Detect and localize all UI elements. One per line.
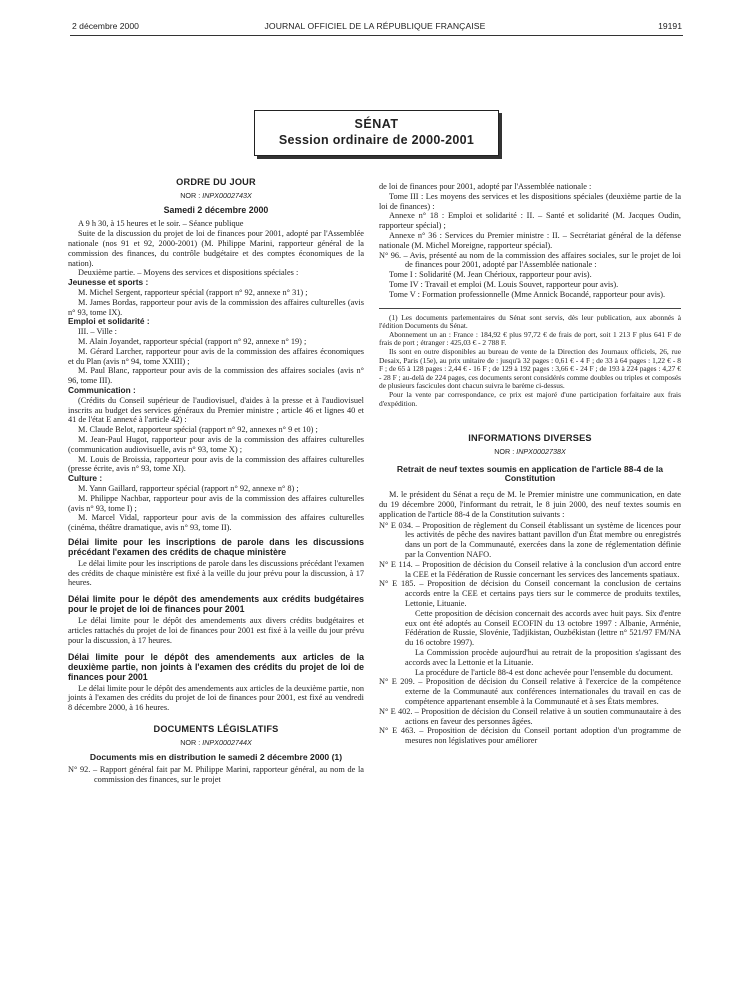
- nor-code: INPX0002738X: [516, 446, 566, 456]
- heading-culture: Culture :: [68, 473, 103, 484]
- footnote: (1) Les documents parlementaires du Sénat sont servis, dès leur publication, aux abonnés à l'édition Documents du Sénat.: [379, 312, 681, 331]
- footnote: Pour la vente par correspondance, ce prix est majoré d'une participation forfaitaire aux frais d'expédition.: [379, 389, 681, 408]
- header-date: 2 décembre 2000: [72, 21, 139, 31]
- paragraph: Tome IV : Travail et emploi (M. Louis Souvet, rapporteur pour avis).: [389, 279, 619, 289]
- paragraph: M. Marcel Vidal, rapporteur pour avis de la commission des affaires culturelles (cinéma, théâtre dramatique, avis n° 93, tome II).: [68, 513, 364, 533]
- footnote-divider: [379, 308, 681, 309]
- nor-label: NOR :: [494, 446, 517, 456]
- paragraph: III. – Ville :: [78, 327, 117, 337]
- senat-title: SÉNAT: [354, 117, 399, 131]
- header-divider: [70, 35, 683, 36]
- footnote: Abonnement un an : France : 184,92 € plus 97,72 € de frais de port, soit 1 213 F plus 641 F de frais de port ; étranger : 425,03 € - 2 788 F.: [379, 329, 681, 348]
- documents-legislatifs-heading: DOCUMENTS LÉGISLATIFS: [153, 724, 279, 735]
- heading-emploi: Emploi et solidarité :: [68, 316, 150, 327]
- doc-item-96: N° 96. – Avis, présenté au nom de la commission des affaires sociales, sur le projet de loi de finances pour 2001, adopté par l'Assemblée nationale :: [379, 250, 681, 270]
- nor-code: INPX0002743X: [202, 190, 252, 200]
- e185-note: La Commission procède aujourd'hui au retrait de la proposition s'agissant des accords avec la Lettonie et la Lituanie.: [405, 648, 681, 667]
- paragraph: Annexe n° 36 : Services du Premier ministre : II. – Secrétariat général de la défense nationale (M. Michel Moreigne, rapporteur spécial).: [379, 230, 681, 250]
- delai-articles-heading: Délai limite pour le dépôt des amendements aux articles de la deuxième partie, non joints à l'examen des crédits du projet de loi de finances pour 2001: [68, 651, 364, 682]
- ordre-date: Samedi 2 décembre 2000: [163, 204, 269, 215]
- item-e209: N° E 209. – Proposition de décision du Conseil relative à l'exercice de la compétence externe de la Communauté aux conférences internationales du travail en cas de compétence appartenant ensemble à la Communauté et à ses États membres.: [379, 677, 681, 707]
- docs-nor: [68, 738, 364, 748]
- retrait-heading: Retrait de neuf textes soumis en application de l'article 88-4 de la Constitution: [396, 463, 664, 484]
- paragraph: M. Yann Gaillard, rapporteur spécial (rapport n° 92, annexe n° 8) ;: [78, 483, 299, 493]
- paragraph: (Crédits du Conseil supérieur de l'audiovisuel, d'aides à la presse et à l'audiovisuel inscrits au budget des services généraux du Premier ministre ; article 46 et lignes 40 et 41 de l'état E annexé à l'article 42) :: [68, 395, 364, 425]
- informations-diverses-heading: INFORMATIONS DIVERSES: [468, 433, 592, 444]
- paragraph: M. James Bordas, rapporteur pour avis de la commission des affaires culturelles (avis n° 93, tome IX).: [68, 297, 364, 317]
- paragraph: M. Alain Joyandet, rapporteur spécial (rapport n° 92, annexe n° 19) ;: [78, 336, 307, 346]
- seance-line: A 9 h 30, à 15 heures et le soir. – Séance publique: [78, 219, 244, 229]
- paragraph: M. Philippe Nachbar, rapporteur pour avis de la commission des affaires culturelles (avis n° 93, tome I) ;: [68, 493, 364, 513]
- delai-inscriptions-heading: Délai limite pour les inscriptions de parole dans les discussions précédant l'examen des crédits de chaque ministère: [68, 536, 364, 557]
- ordre-du-jour-heading: ORDRE DU JOUR: [176, 177, 256, 187]
- heading-communication: Communication :: [68, 384, 136, 395]
- nor-label: NOR :: [180, 737, 203, 747]
- paragraph: de loi de finances pour 2001, adopté par l'Assemblée nationale :: [379, 182, 592, 191]
- left-column: [68, 178, 364, 785]
- paragraph: Suite de la discussion du projet de loi de finances pour 2001, adopté par l'Assemblée nationale (nos 91 et 92, 2000-2001) (M. Philippe Marini, rapporteur général de la commission des finances, du contrôle budgétaire et des comptes économiques de la nation).: [68, 229, 364, 268]
- ordre-nor: [68, 191, 364, 201]
- item-e114: N° E 114. – Proposition de décision du Conseil relative à la conclusion d'un accord entre la CEE et la Fédération de Russie concernant les services des lancements spatiaux.: [379, 559, 681, 579]
- paragraph: M. Gérard Larcher, rapporteur pour avis de la commission des affaires économiques et du Plan (avis n° 94, tome XXIII) ;: [68, 346, 364, 366]
- paragraph: M. Jean-Paul Hugot, rapporteur pour avis de la commission des affaires culturelles (communication audiovisuelle, avis n° 93, tome X) ;: [68, 434, 364, 454]
- right-column: [379, 182, 681, 746]
- e185-note: Cette proposition de décision concernait des accords avec huit pays. Six d'entre eux ont été adoptés au Conseil ECOFIN du 13 octobre 1997 : Albanie, Arménie, Fédération de Russie, Slovénie, Tadjikistan, Ouzbékistan (lettre n° 521/97 FM/NA du 16 octobre 1997).: [405, 608, 681, 648]
- heading-jeunesse: Jeunesse et sports :: [68, 277, 149, 288]
- paragraph: M. Michel Sergent, rapporteur spécial (rapport n° 92, annexe n° 31) ;: [78, 287, 308, 297]
- paragraph: M. Louis de Broissia, rapporteur pour avis de la commission des affaires culturelles (presse écrite, avis n° 93, tome XI).: [68, 454, 364, 474]
- senat-title-box: [254, 110, 499, 156]
- item-e463: N° E 463. – Proposition de décision du Conseil portant adoption d'un programme de mesures non législatives pour améliorer: [379, 726, 681, 746]
- item-e402: N° E 402. – Proposition de décision du Conseil relative à un soutien communautaire à des actions en faveur des personnes âgées.: [379, 706, 681, 726]
- delai-inscriptions-text: Le délai limite pour les inscriptions de parole dans les discussions précédant l'examen des crédits de chaque ministère est fixé à la veille du jour prévu pour la discussion, à 17 heures.: [68, 558, 364, 588]
- doc-item-92: N° 92. – Rapport général fait par M. Philippe Marini, rapporteur général, au nom de la commission des finances, sur le projet: [68, 765, 364, 785]
- info-nor: [379, 447, 681, 457]
- paragraph: M. Paul Blanc, rapporteur pour avis de la commission des affaires sociales (avis n° 96, tome III).: [68, 366, 364, 386]
- paragraph: Tome I : Solidarité (M. Jean Chérioux, rapporteur pour avis).: [389, 270, 592, 280]
- paragraph: Tome V : Formation professionnelle (Mme Annick Bocandé, rapporteur pour avis).: [389, 289, 666, 299]
- paragraph: Tome III : Les moyens des services et les dispositions spéciales (deuxième partie de la loi de finances) :: [379, 191, 681, 211]
- nor-code: INPX0002744X: [202, 737, 252, 747]
- nor-label: NOR :: [180, 190, 203, 200]
- item-e185: N° E 185. – Proposition de décision du Conseil concernant la conclusion de certains accords entre la CEE et certains pays tiers sur le commerce de produits textiles, Lettonie, Lituanie.: [379, 579, 681, 609]
- paragraph: Annexe n° 18 : Emploi et solidarité : II. – Santé et solidarité (M. Jacques Oudin, rapporteur spécial) ;: [379, 211, 681, 231]
- documents-distribution-heading: Documents mis en distribution le samedi 2 décembre 2000 (1): [89, 751, 343, 762]
- delai-credits-text: Le délai limite pour le dépôt des amendements aux divers crédits budgétaires et articles rattachés du projet de loi de finances pour 2001 est fixé à la veille du jour prévu pour la discussion, à 17 heures.: [68, 616, 364, 645]
- journal-title: JOURNAL OFFICIEL DE LA RÉPUBLIQUE FRANÇAISE: [264, 21, 486, 31]
- retrait-intro: M. le président du Sénat a reçu de M. le Premier ministre une communication, en date du 19 décembre 2000, l'informant du retrait, le 8 juin 2000, des neuf textes soumis en application de l'article 88-4 de la Constitution suivants :: [379, 490, 681, 519]
- item-e034: N° E 034. – Proposition de règlement du Conseil établissant un système de licences pour les activités de pêche des navires battant pavillon d'un État membre ou enregistrés dans un port de la Communauté, exercées dans la zone de réglementation définie par la Convention NAFO.: [379, 520, 681, 560]
- delai-credits-heading: Délai limite pour le dépôt des amendements aux crédits budgétaires pour le projet de loi de finances pour 2001: [68, 594, 364, 615]
- delai-articles-text: Le délai limite pour le dépôt des amendements aux articles de la deuxième partie, non joints à l'examen des crédits du projet de loi de finances pour 2001, est fixé au vendredi 8 décembre 2000, à 16 heures.: [68, 683, 364, 713]
- page-number: 19191: [658, 21, 682, 31]
- session-title: Session ordinaire de 2000-2001: [278, 133, 475, 147]
- footnote: Ils sont en outre disponibles au bureau de vente de la Direction des Journaux officiels, 26, rue Desaix, Paris (15e), au prix unitaire de : jusqu'à 32 pages : 0,61 € - 4 F ; de 33 à 64 pages : 1,22 € - 8 F ; de 65 à 128 pages : 2,44 € - 16 F ; de 129 à 192 pages : 3,66 € - 24 F ; de 193 à 224 pages : 4,27 € - 28 F ; au-delà de 224 pages, ces documents seront considérés comme doubles ou triples et composés de plusieurs fascicules dont chacun suivra le barème ci-dessus.: [379, 346, 681, 391]
- paragraph: M. Claude Belot, rapporteur spécial (rapport n° 92, annexes n° 9 et 10) ;: [78, 425, 318, 435]
- e185-note: La procédure de l'article 88-4 est donc achevée pour l'ensemble du document.: [415, 667, 673, 677]
- paragraph: Deuxième partie. – Moyens des services et dispositions spéciales :: [78, 268, 299, 278]
